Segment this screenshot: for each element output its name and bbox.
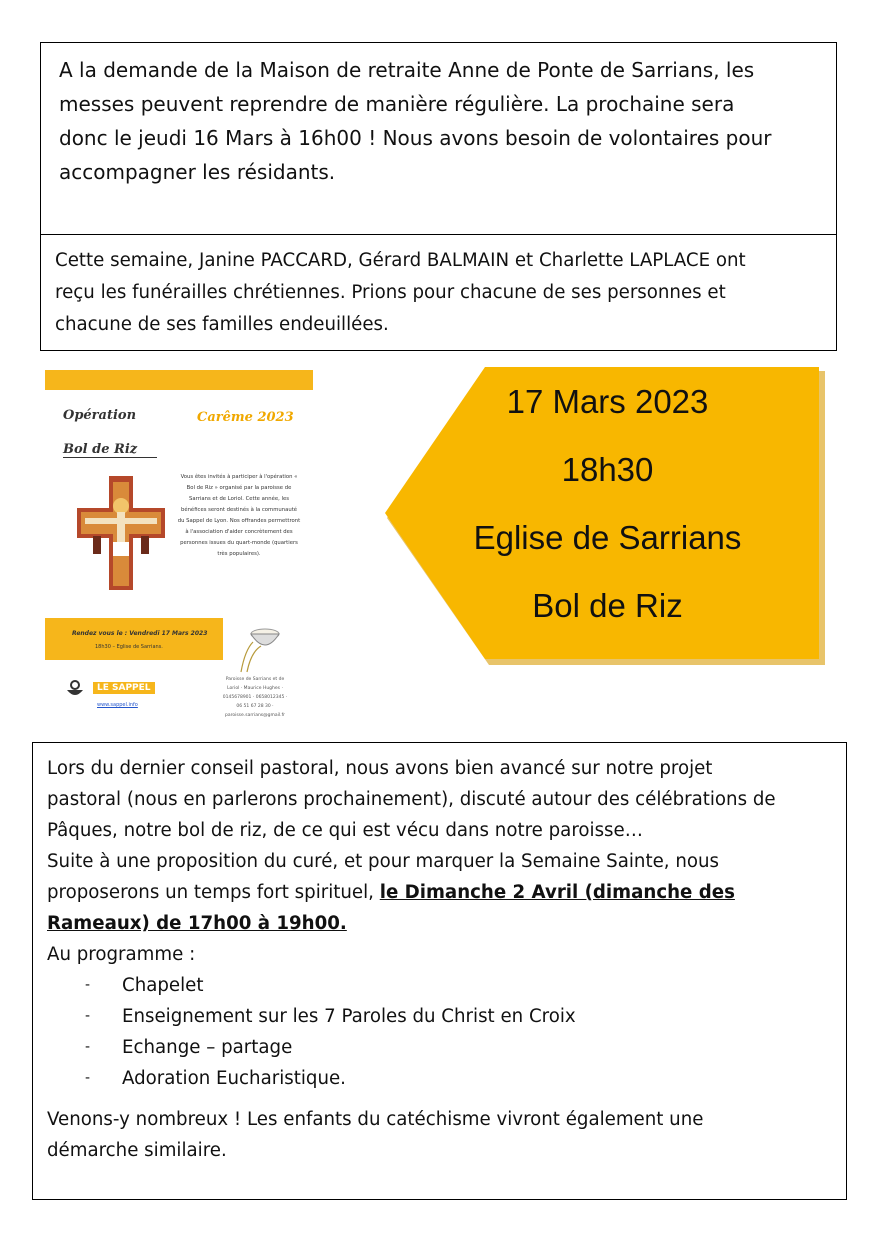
funerals-line: Cette semaine, Janine PACCARD, Gérard BALMAIN et Charlette LAPLACE ont bbox=[55, 250, 746, 271]
notice-line: donc le jeudi 16 Mars à 16h00 ! Nous avons besoin de volontaires pour bbox=[59, 126, 772, 150]
poster-rdv-bar bbox=[45, 618, 223, 660]
list-item bbox=[47, 1001, 832, 1032]
council-line: pastoral (nous en parlerons prochainement), discuté autour des célébrations de bbox=[47, 789, 776, 810]
programme-label: Au programme : bbox=[47, 944, 196, 965]
sappel-logo-icon bbox=[63, 678, 87, 702]
poster-website-link[interactable]: www.sappel.info bbox=[97, 702, 138, 708]
council-line-text: proposerons un temps fort spirituel, bbox=[47, 882, 380, 903]
poster-contact: Paroisse de Sarrians et de Loriol · Maurice Hughes · 0145678901 · 0658012345 · 06 51 67 28 30 · paroisse.sarrians@gmail.fr bbox=[222, 677, 288, 718]
funerals-line: chacune de ses familles endeuillées. bbox=[55, 314, 389, 335]
council-line bbox=[47, 877, 832, 908]
poster-careme: Carême 2023 bbox=[197, 410, 294, 425]
event-name: Bol de Riz bbox=[532, 587, 683, 624]
closing-line: démarche similaire. bbox=[47, 1140, 227, 1161]
dash-marker: - bbox=[85, 1039, 91, 1055]
list-item bbox=[47, 1032, 832, 1063]
event-highlight: le Dimanche 2 Avril (dimanche des bbox=[379, 882, 735, 903]
notice-line: accompagner les résidants. bbox=[59, 160, 336, 184]
event-highlight: Rameaux) de 17h00 à 19h00. bbox=[47, 913, 347, 934]
council-line: Pâques, notre bol de riz, de ce qui est vécu dans notre paroisse… bbox=[47, 820, 643, 841]
council-line bbox=[47, 908, 832, 939]
pastoral-council-notice bbox=[32, 742, 847, 1200]
notice-line: A la demande de la Maison de retraite Anne de Ponte de Sarrians, les bbox=[59, 58, 755, 82]
funerals-notice bbox=[40, 234, 837, 351]
poster-sappel-logo: LE SAPPEL bbox=[93, 682, 155, 694]
dash-marker: - bbox=[85, 1070, 91, 1086]
dash-marker: - bbox=[85, 977, 91, 993]
notice-line: messes peuvent reprendre de manière régulière. La prochaine sera bbox=[59, 92, 735, 116]
event-time: 18h30 bbox=[561, 451, 654, 488]
rice-bowl-icon bbox=[235, 622, 285, 674]
poster-rdv: Rendez vous le : Vendredi 17 Mars 2023 bbox=[72, 630, 208, 637]
poster-body-text: Vous êtes invités à participer à l'opération « Bol de Riz » organisé par la paroisse de Sarrians et de Loriol. Cette année, les bénéfices seront destinés à la communauté du Sappel de Lyon. Nos offrandes permettront à l'association d'aider concrètement des personnes issues du quart-monde (quartiers très populaires). bbox=[177, 474, 301, 557]
closing-line: Venons-y nombreux ! Les enfants du catéchisme vivront également une bbox=[47, 1109, 704, 1130]
poster-title-line1: Opération bbox=[63, 408, 137, 423]
dash-marker: - bbox=[85, 1008, 91, 1024]
funerals-line: reçu les funérailles chrétiennes. Prions pour chacune de ses personnes et bbox=[55, 282, 726, 303]
list-item bbox=[47, 1063, 832, 1094]
list-item-text: Enseignement sur les 7 Paroles du Christ en Croix bbox=[122, 1006, 576, 1027]
poster-top-bar bbox=[45, 370, 313, 390]
poster-rdv-detail: 18h30 – Eglise de Sarrians. bbox=[95, 644, 163, 650]
crucifix-icon bbox=[73, 472, 169, 594]
list-item-text: Echange – partage bbox=[122, 1037, 293, 1058]
list-item bbox=[47, 970, 832, 1001]
event-arrow-sign bbox=[385, 365, 830, 670]
event-place: Eglise de Sarrians bbox=[473, 519, 742, 556]
council-line: Lors du dernier conseil pastoral, nous avons bien avancé sur notre projet bbox=[47, 758, 713, 779]
list-item-text: Adoration Eucharistique. bbox=[122, 1068, 346, 1089]
retirement-home-notice bbox=[40, 42, 837, 235]
programme-list bbox=[47, 970, 832, 1094]
poster-title-line2: Bol de Riz bbox=[63, 442, 157, 458]
bol-de-riz-poster bbox=[45, 370, 313, 728]
event-date: 17 Mars 2023 bbox=[506, 383, 709, 420]
list-item-text: Chapelet bbox=[122, 975, 204, 996]
council-line: Suite à une proposition du curé, et pour marquer la Semaine Sainte, nous bbox=[47, 851, 719, 872]
